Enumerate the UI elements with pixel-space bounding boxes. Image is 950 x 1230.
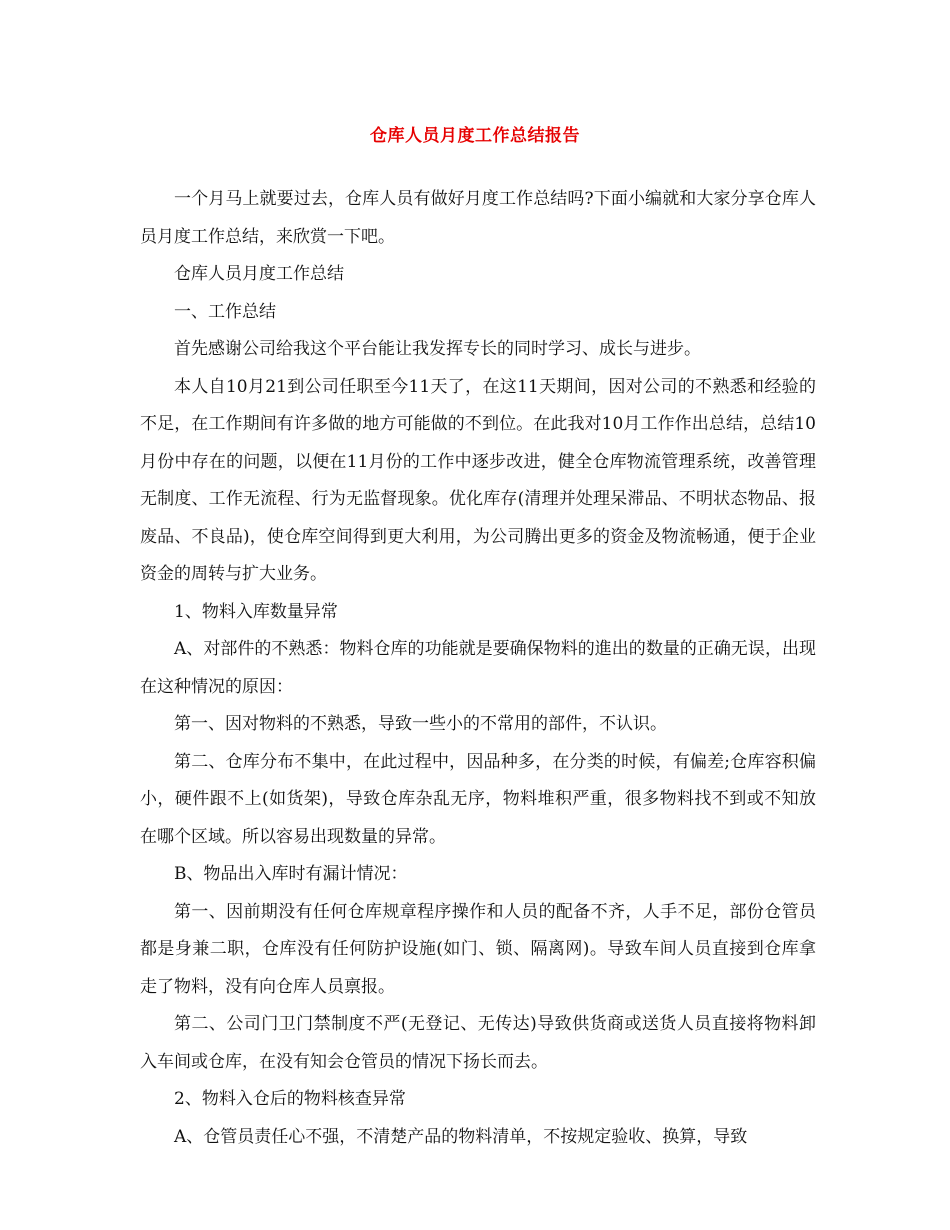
paragraph: B、物品出入库时有漏计情况：	[174, 864, 408, 884]
document-title: 仓库人员月度工作总结报告	[370, 126, 580, 146]
paragraph: 仓库人员月度工作总结	[174, 264, 344, 284]
paragraph: 本人自10月21到公司任职至今11天了，在这11天期间，因对公司的不熟悉和经验的不足，在工作期间有许多做的地方可能做的不到位。在此我对10月工作作出总结，总结10月份中存在的问题，以便在11月份的工作中逐步改进，健全仓库物流管理系统，改善管理无制度、工作无流程、行为无监督现象。优化库存(清理并处理呆滞品、不明状态物品、报废品、不良品)，使仓库空间得到更大利用，为公司腾出更多的资金及物流畅通，便于企业资金的周转与扩大业务。	[140, 376, 816, 584]
paragraph: 一个月马上就要过去，仓库人员有做好月度工作总结吗?下面小编就和大家分享仓库人员月度工作总结，来欣赏一下吧。	[140, 189, 816, 247]
paragraph: A、仓管员责任心不强，不清楚产品的物料清单，不按规定验收、换算，导致	[174, 1126, 748, 1147]
paragraph: 首先感谢公司给我这个平台能让我发挥专长的同时学习、成长与进步。	[174, 339, 701, 359]
paragraph: 第一、因前期没有任何仓库规章程序操作和人员的配备不齐，人手不足，部份仓管员都是身兼二职，仓库没有任何防护设施(如门、锁、隔离网)。导致车间人员直接到仓库拿走了物料，没有向仓库人员禀报。	[140, 901, 816, 997]
paragraph: A、对部件的不熟悉：物料仓库的功能就是要确保物料的進出的数量的正确无误，出现在这种情况的原因：	[140, 639, 816, 697]
paragraph: 第二、仓库分布不集中，在此过程中，因品种多，在分类的时候，有偏差;仓库容积偏小，硬件跟不上(如货架)，导致仓库杂乱无序，物料堆积严重，很多物料找不到或不知放在哪个区域。所以容易出现数量的异常。	[140, 751, 816, 847]
section-heading: 一、工作总结	[174, 301, 276, 322]
section-heading: 2、物料入仓后的物料核查异常	[174, 1089, 406, 1109]
document-body	[140, 181, 816, 1156]
paragraph: 第一、因对物料的不熟悉，导致一些小的不常用的部件，不认识。	[174, 714, 667, 734]
section-heading: 1、物料入库数量异常	[174, 601, 338, 622]
paragraph: 第二、公司门卫门禁制度不严(无登记、无传达)导致供货商或送货人员直接将物料卸入车间或仓库，在没有知会仓管员的情况下扬长而去。	[140, 1014, 816, 1072]
